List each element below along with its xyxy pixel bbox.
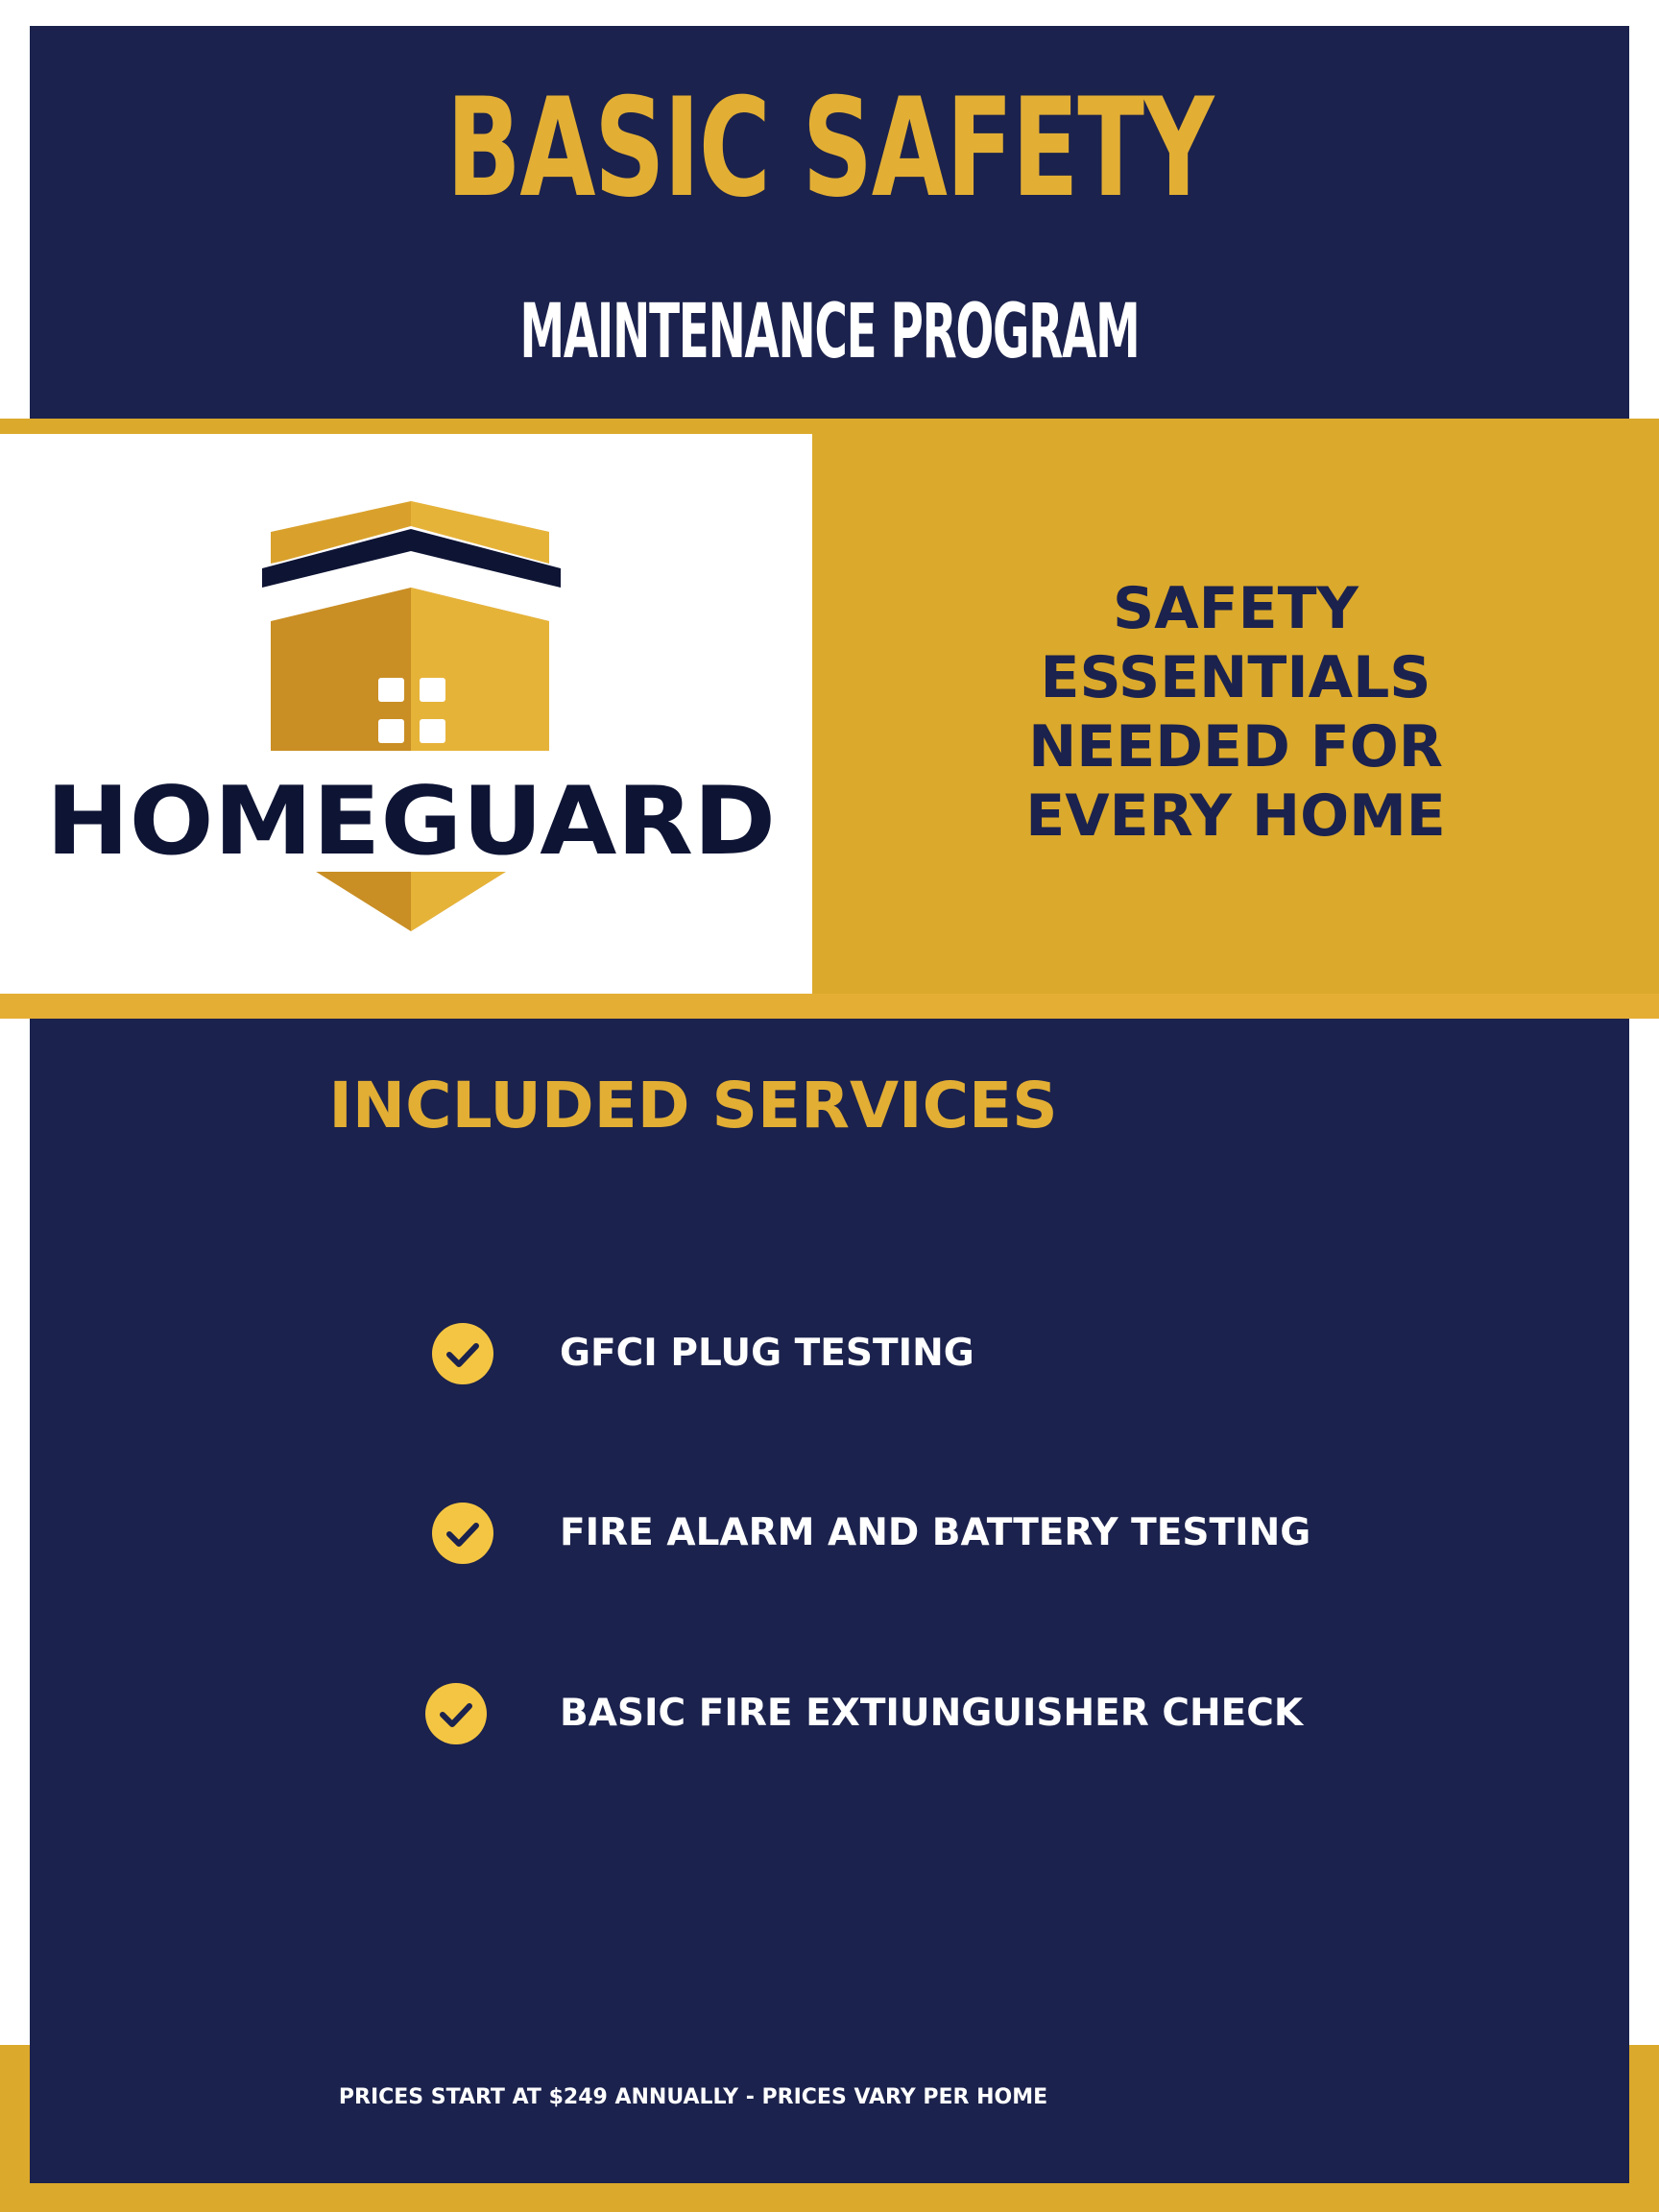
logo-wordmark: HOMEGUARD [46,767,776,877]
service-label: GFCI PLUG TESTING [560,1332,974,1375]
logo-panel [0,434,812,994]
check-circle-icon [425,1683,487,1744]
gold-divider-top [0,419,1659,434]
page-title: BASIC SAFETY [445,69,1214,228]
check-circle-icon [432,1323,493,1384]
tagline [812,574,1659,851]
service-item [432,1323,1392,1390]
gold-divider-bottom [0,994,1659,1019]
service-item [425,1683,1385,1750]
service-label: FIRE ALARM AND BATTERY TESTING [560,1511,1311,1554]
page-subtitle: MAINTENANCE PROGRAM [519,289,1140,375]
services-panel [30,1019,1629,2183]
service-label: BASIC FIRE EXTIUNGUISHER CHECK [560,1692,1304,1735]
service-item [432,1503,1392,1570]
homeguard-logo [0,434,812,994]
tagline-line: EVERY HOME [1025,782,1446,850]
tagline-line: NEEDED FOR [1028,713,1443,781]
pricing-note: PRICES START AT $249 ANNUALLY - PRICES VARY PER HOME [338,2085,1048,2109]
tagline-line: ESSENTIALS [1040,644,1431,711]
tagline-line: SAFETY [1113,575,1358,642]
services-heading: INCLUDED SERVICES [328,1069,1058,1142]
check-circle-icon [432,1503,493,1564]
